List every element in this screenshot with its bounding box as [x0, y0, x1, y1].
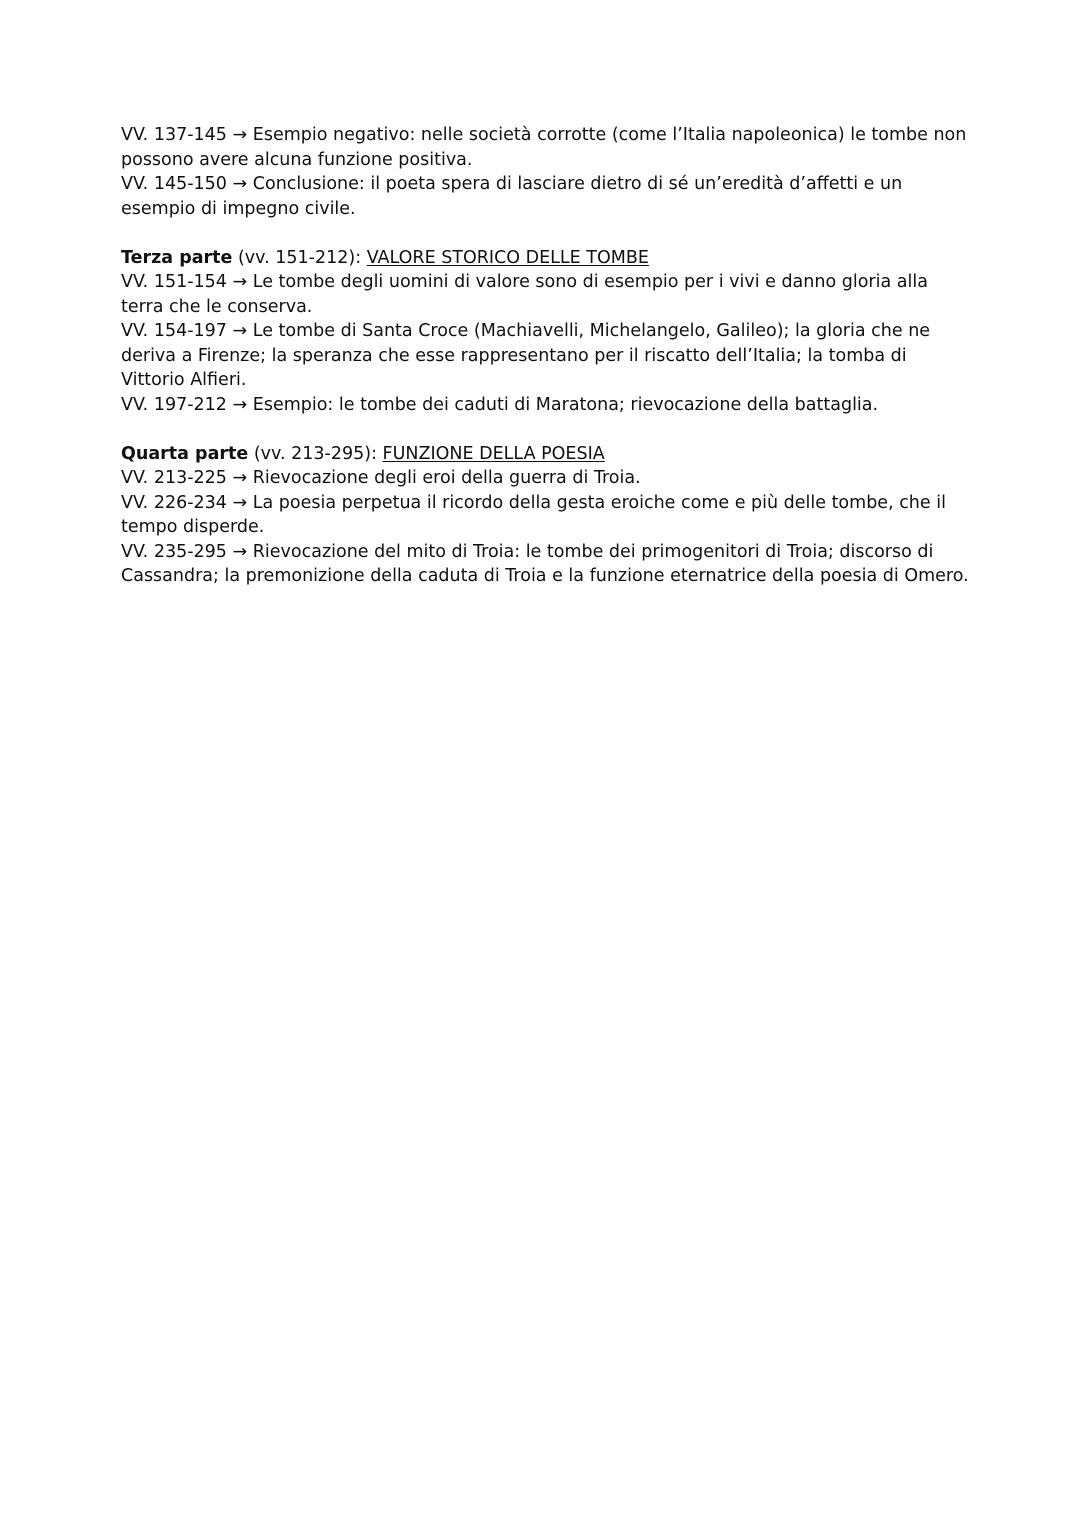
section-verses: (vv. 151-212): [232, 247, 367, 268]
arrow-icon: → [232, 492, 248, 513]
section-topic: FUNZIONE DELLA POESIA [382, 443, 605, 464]
verse-range: VV. 213-225 [121, 468, 227, 488]
paragraph-gap [121, 221, 971, 246]
paragraph-gap [121, 417, 971, 442]
verse-entry [121, 270, 971, 319]
section-verses: (vv. 213-295): [248, 443, 383, 464]
verse-range: VV. 235-295 [121, 541, 227, 562]
verse-summary: Esempio: le tombe dei caduti di Maratona; rievocazione della battaglia. [252, 394, 879, 415]
section-heading-part3 [121, 246, 971, 271]
verse-summary: Rievocazione del mito di Troia: le tombe dei primogenitori di Troia; discorso di Cassandra; la premonizione della caduta di Troia e la funzione eternatrice della poesia di Omero. [121, 541, 969, 586]
arrow-icon: → [232, 321, 248, 341]
verse-summary: Rievocazione degli eroi della guerra di Troia. [252, 468, 641, 488]
verse-entry [121, 393, 971, 418]
verse-range: VV. 137-145 [121, 125, 227, 145]
verse-range: VV. 154-197 [121, 321, 227, 341]
verse-summary: Le tombe degli uomini di valore sono di esempio per i vivi e danno gloria alla terra che le conserva. [121, 272, 928, 317]
verse-range: VV. 151-154 [121, 272, 227, 292]
arrow-icon: → [232, 272, 248, 292]
arrow-icon: → [232, 394, 248, 415]
verse-entry [121, 172, 971, 221]
verse-summary: La poesia perpetua il ricordo della gesta eroiche come e più delle tombe, che il tempo disperde. [121, 492, 946, 537]
verse-range: VV. 197-212 [121, 394, 227, 415]
verse-entry [121, 466, 971, 491]
verse-range: VV. 145-150 [121, 174, 227, 194]
section-title: Terza parte [121, 247, 233, 268]
verse-entry [121, 491, 971, 540]
verse-entry [121, 319, 971, 393]
verse-entry [121, 540, 971, 589]
section-topic: VALORE STORICO DELLE TOMBE [366, 247, 649, 268]
arrow-icon: → [232, 468, 248, 488]
section-heading-part4 [121, 442, 971, 467]
verse-summary: Conclusione: il poeta spera di lasciare dietro di sé un’eredità d’affetti e un esempio di impegno civile. [121, 174, 903, 219]
arrow-icon: → [232, 541, 248, 562]
verse-range: VV. 226-234 [121, 492, 227, 513]
section-title: Quarta parte [121, 443, 249, 464]
arrow-icon: → [232, 125, 248, 145]
verse-summary: Esempio negativo: nelle società corrotte (come l’Italia napoleonica) le tombe non possono avere alcuna funzione positiva. [121, 125, 967, 170]
verse-entry [121, 123, 971, 172]
arrow-icon: → [232, 174, 248, 194]
document-page [121, 123, 971, 589]
verse-summary: Le tombe di Santa Croce (Machiavelli, Michelangelo, Galileo); la gloria che ne deriva a Firenze; la speranza che esse rappresentano per il riscatto dell’Italia; la tomba di Vittorio Alfieri. [121, 321, 931, 390]
